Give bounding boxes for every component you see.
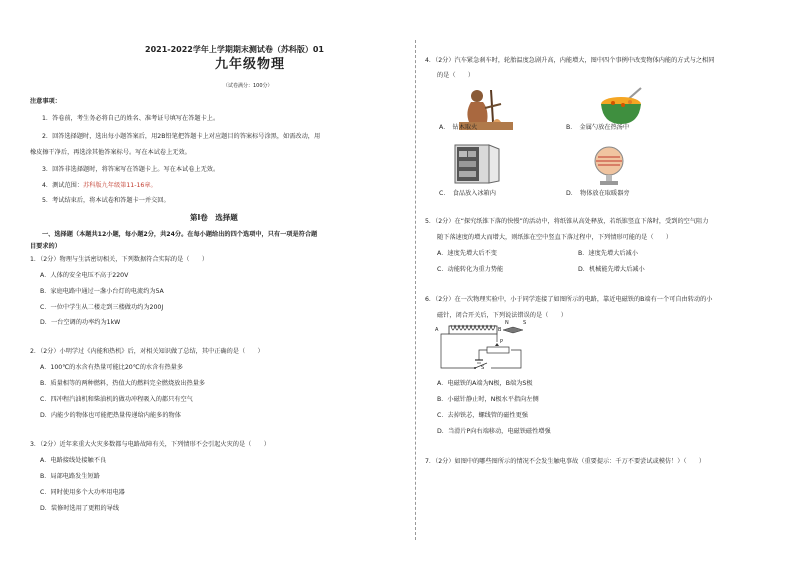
q1-option-b: B．家庭电路中通过一盏小台灯的电流约为5A bbox=[40, 288, 164, 295]
label-b-end: B bbox=[498, 327, 502, 333]
heater-image bbox=[590, 145, 628, 187]
q2-option-c: C．四冲程汽油机和柴油机的做功冲程吸入的都只有空气 bbox=[40, 396, 193, 403]
q5-option-c: C．动能转化为重力势能 bbox=[437, 266, 504, 273]
notes-heading: 注意事项： bbox=[30, 98, 61, 105]
q3-option-c: C．同时使用多个大功率用电器 bbox=[40, 489, 125, 496]
q6-option-a: A．电磁铁的A端为N极，B端为S极 bbox=[437, 380, 533, 387]
note-2-cont: 橡皮擦干净后，再选涂其他答案标号。写在本试卷上无效。 bbox=[30, 149, 191, 156]
section-intro: 一、选择题（本题共12小题，每小题2分，共24分。在每小题给出的四个选项中，只有一项是符合题 bbox=[42, 231, 318, 238]
q6-option-c: C．去掉铁芯，螺线管的磁性更强 bbox=[437, 412, 528, 419]
q3-option-a: A．电路接线处接触不良 bbox=[40, 457, 107, 464]
q4-stem: 4．（2分）汽车紧急刹车时，轮胎温度急剧升高，内能增大，图中四个事例中改变物体内能的方式与之相同 bbox=[425, 57, 715, 64]
q6-option-b: B．小磁针静止时，N极水平指向左侧 bbox=[437, 396, 539, 403]
q5-option-a: A．速度先增大后不变 bbox=[437, 250, 497, 257]
note-5: 5．考试结束后，将本试卷和答题卡一并交回。 bbox=[42, 197, 170, 204]
scope-text: 苏科版九年级第11-16章。 bbox=[83, 182, 157, 189]
q1-option-d: D．一台空调的功率约为1kW bbox=[40, 319, 121, 326]
q4-option-b: B． 金属勺放在热汤中 bbox=[566, 124, 630, 131]
score-note: （试卷满分：100分） bbox=[223, 83, 273, 89]
q2-option-a: A．100℃的水含有热量可能比20℃的水含有热量多 bbox=[40, 364, 184, 371]
q4-option-a: A． 钻木取火 bbox=[439, 124, 478, 131]
q5-stem: 5．（2分）在“探究纸锥下落的快慢”的活动中，将纸锥从高处释放，若纸锥竖直下落时，受到的空气阻力 bbox=[425, 218, 709, 225]
note-3: 3．回答非选择题时，将答案写在答题卡上。写在本试卷上无效。 bbox=[42, 166, 220, 173]
q1-option-a: A．人体的安全电压不高于220V bbox=[40, 272, 129, 279]
label-slider-p: P bbox=[500, 339, 504, 345]
subject-title: 九年级物理 bbox=[215, 57, 286, 72]
q2-option-b: B．质量相等的两种燃料，热值大的燃料完全燃烧放出热量多 bbox=[40, 380, 206, 387]
q6-stem-cont: 磁针，闭合开关后，下列说法错误的是（ ） bbox=[437, 312, 567, 319]
q2-stem: 2．（2分）小明学过《内能和热机》后，对相关知识做了总结，其中正确的是（ ） bbox=[30, 348, 264, 355]
note-1: 1．答卷前，考生务必将自己的姓名、准考证号填写在答题卡上。 bbox=[42, 115, 220, 122]
q4-option-d: D． 物体放在取暖器旁 bbox=[566, 190, 630, 197]
q3-stem: 3．（2分）近年来重大火灾多数都与电路故障有关，下列情形不会引起火灾的是（ ） bbox=[30, 441, 270, 448]
label-n-pole: N bbox=[505, 320, 509, 326]
label-a-end: A bbox=[435, 327, 439, 333]
q1-stem: 1．（2分）物理与生活密切相关，下列数据符合实际的是（ ） bbox=[30, 256, 209, 263]
note-4: 4．测试范围：苏科版九年级第11-16章。 bbox=[42, 182, 157, 189]
section-intro-cont: 目要求的） bbox=[30, 243, 61, 250]
q5-stem-cont: 随下落速度的增大而增大，则纸锥在空中竖直下落过程中，下列情形可能的是（ ） bbox=[437, 234, 673, 241]
label-s-pole: S bbox=[523, 320, 527, 326]
refrigerator-image bbox=[453, 143, 501, 185]
q4-stem-cont: 的是（ ） bbox=[437, 72, 475, 79]
column-divider bbox=[415, 40, 416, 540]
q5-option-d: D．机械能先增大后减小 bbox=[578, 266, 645, 273]
hot-soup-bowl-image bbox=[597, 84, 647, 128]
q7-stem: 7．（2分）如图中的哪些图所示的情况不会发生触电事故（重要提示：千万不要尝试或模仿！）（ ） bbox=[425, 458, 706, 465]
q3-option-b: B．局部电路发生短路 bbox=[40, 473, 100, 480]
exam-title: 2021-2022学年上学期期末测试卷（苏科版）01 bbox=[145, 45, 324, 54]
q4-option-c: C． 食品放入冰箱内 bbox=[439, 190, 496, 197]
section-title: 第Ⅰ卷 选择题 bbox=[190, 213, 238, 222]
note-2: 2．回答选择题时，选出每小题答案后，用2B铅笔把答题卡上对应题目的答案标号涂黑，如需改动，用 bbox=[42, 133, 321, 140]
q5-option-b: B．速度先增大后减小 bbox=[578, 250, 638, 257]
q1-option-c: C．一位中学生从二楼走到三楼做功约为200J bbox=[40, 304, 164, 311]
q3-option-d: D．装修时选用了更粗的导线 bbox=[40, 505, 120, 512]
label-switch: S bbox=[481, 365, 485, 371]
electromagnet-circuit-diagram bbox=[435, 322, 535, 372]
q6-stem: 6．（2分）在一次物理实验中，小于同学连接了如图所示的电路，靠近电磁铁的B端有一个可自由转动的小 bbox=[425, 296, 713, 303]
q6-option-d: D．当滑片P向右端移动，电磁铁磁性增强 bbox=[437, 428, 551, 435]
q2-option-d: D．内能少的物体也可能把热量传递给内能多的物体 bbox=[40, 412, 181, 419]
